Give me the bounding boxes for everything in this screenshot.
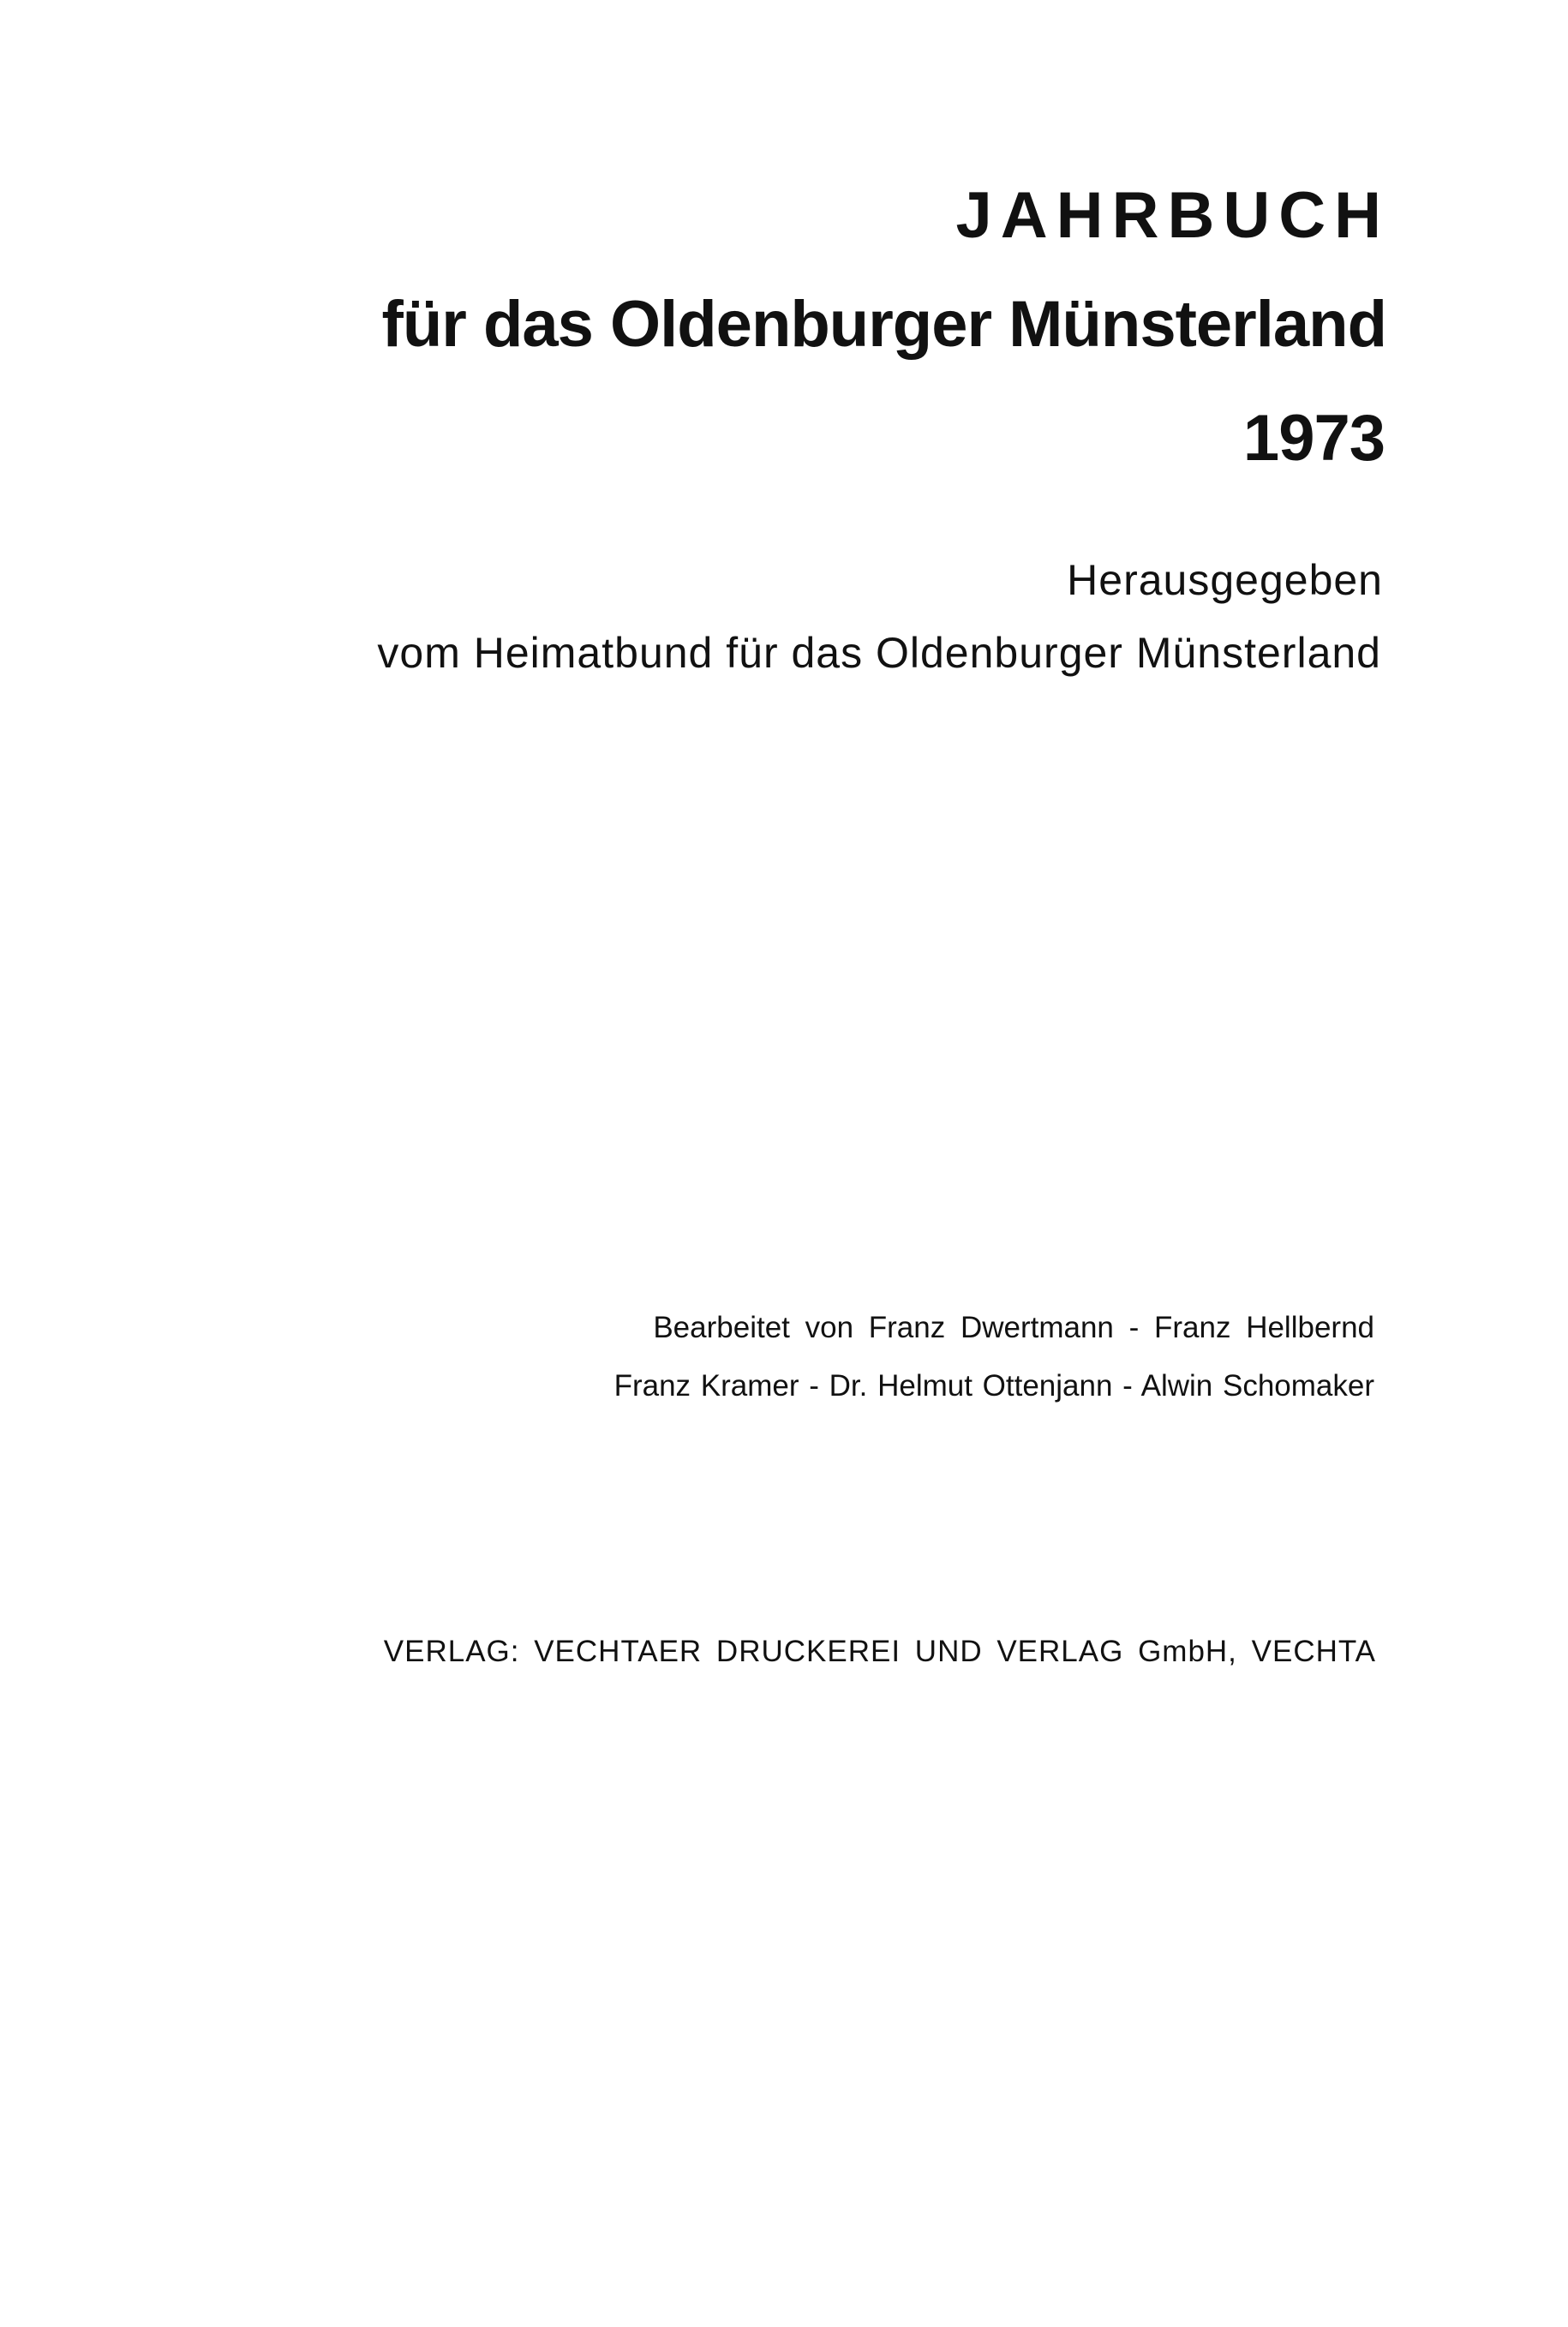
- editors-line-1: Bearbeitet von Franz Dwertmann - Franz Hellbernd: [653, 1311, 1374, 1344]
- editors-line-2: Franz Kramer - Dr. Helmut Ottenjann - Alwin Schomaker: [613, 1369, 1374, 1403]
- publisher-label: Herausgegeben: [1067, 556, 1383, 604]
- book-subtitle: für das Oldenburger Münsterland: [381, 288, 1386, 361]
- imprint: VERLAG: VECHTAER DRUCKEREI UND VERLAG GmbH, VECHTA: [383, 1635, 1376, 1668]
- publisher-name: vom Heimatbund für das Oldenburger Münsterland: [377, 629, 1381, 677]
- book-title: JAHRBUCH: [955, 179, 1390, 252]
- book-year: 1973: [1242, 402, 1385, 475]
